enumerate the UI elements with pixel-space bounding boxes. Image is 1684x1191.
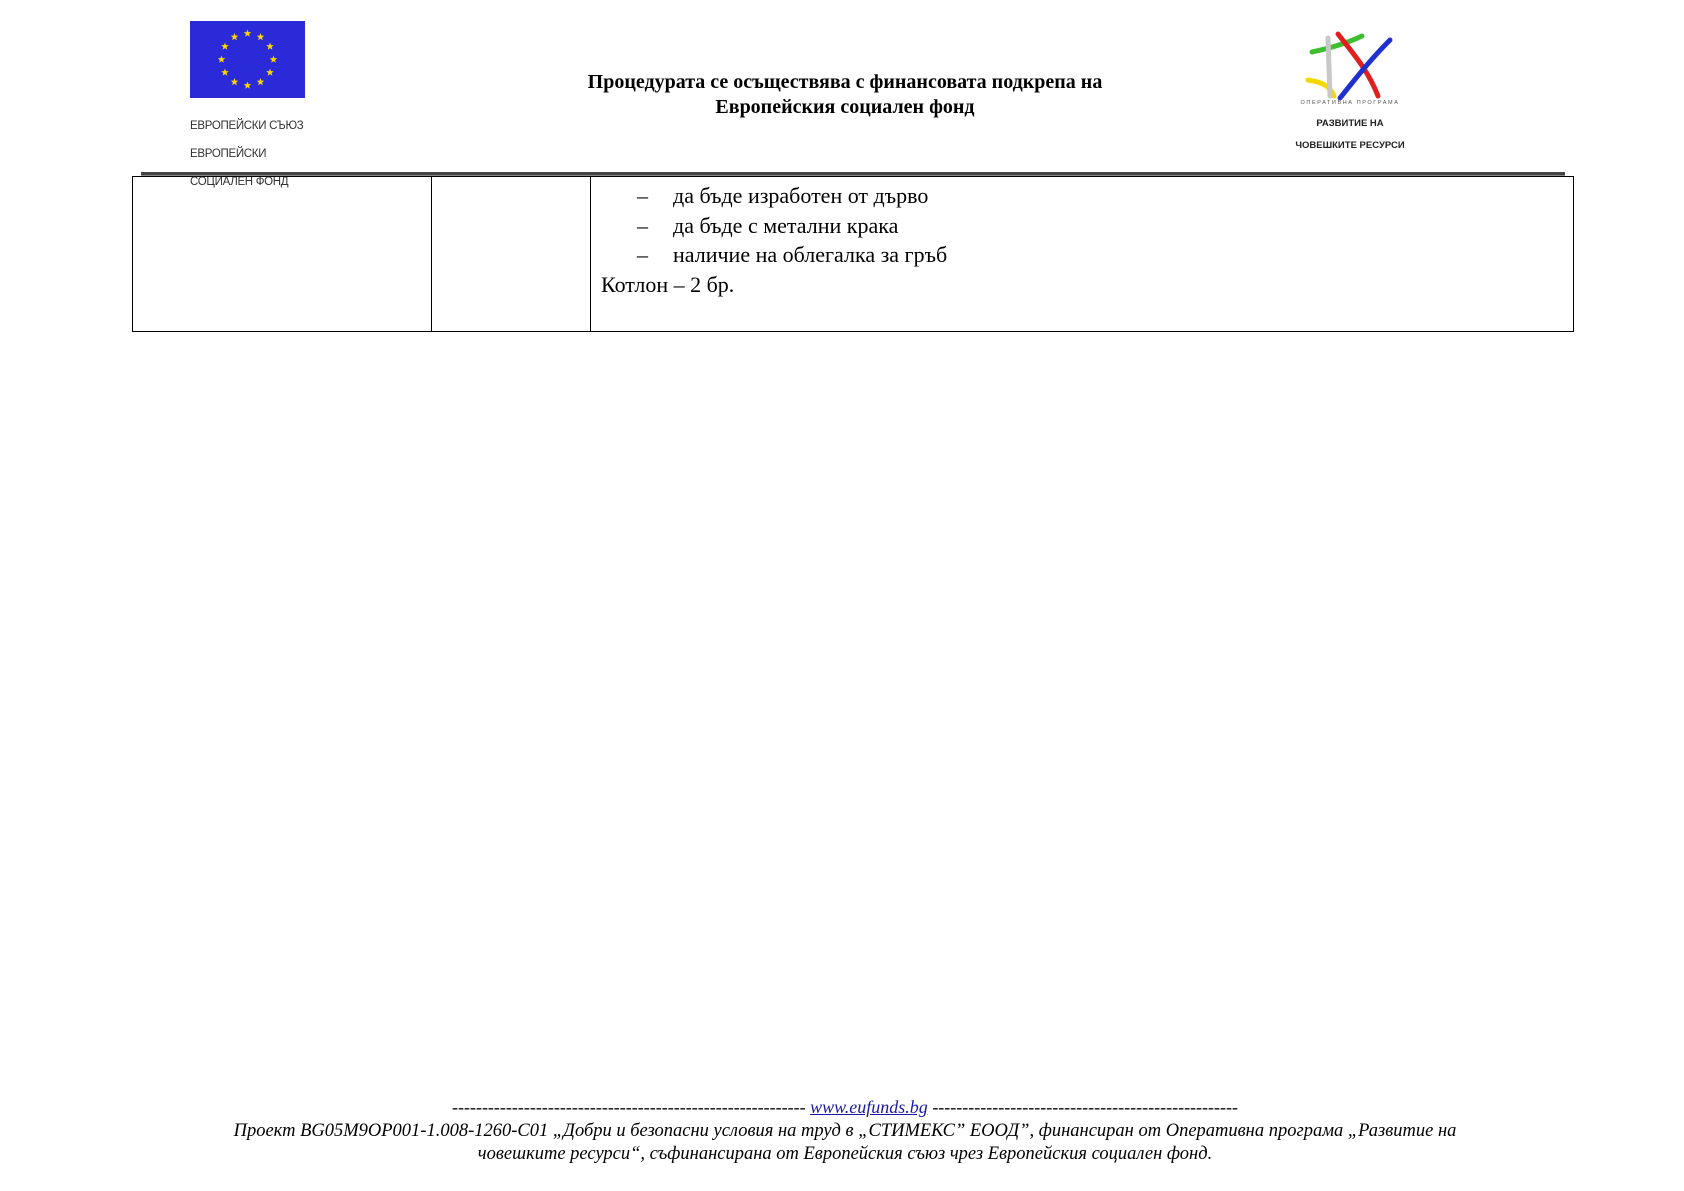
dash-marker: – — [637, 242, 648, 267]
eu-logo-line-1: ЕВРОПЕЙСКИ СЪЮЗ — [190, 120, 304, 132]
operational-program-logo-icon — [1300, 30, 1400, 102]
operational-program-small-text: ОПЕРАТИВНА ПРОГРАМА — [1300, 100, 1400, 106]
operational-program-line-1: РАЗВИТИЕ НА — [1316, 118, 1384, 129]
footer-link-line — [150, 1096, 1540, 1118]
list-item-text: наличие на облегалка за гръб — [673, 242, 948, 267]
list-item — [601, 240, 1563, 270]
eu-logo-line-2: ЕВРОПЕЙСКИ — [190, 148, 267, 160]
table-cell-description — [591, 177, 1574, 332]
eufunds-link[interactable]: www.eufunds.bg — [810, 1097, 928, 1117]
list-item-text: да бъде с метални крака — [673, 212, 899, 238]
operational-program-logo — [1285, 30, 1415, 162]
eu-logo-line-3: СОЦИАЛЕН ФОНД — [190, 176, 289, 188]
operational-program-line-2: ЧОВЕШКИТЕ РЕСУРСИ — [1295, 140, 1405, 151]
header-title — [460, 70, 1230, 120]
header-title-line-1: Процедурата се осъществява с финансовата подкрепа на — [587, 71, 1103, 93]
footer-project-text — [150, 1120, 1540, 1166]
dash-marker: – — [637, 183, 648, 208]
footer-project-line-2: човешките ресурси“, съфинансирана от Европейския съюз чрез Европейския социален фонд. — [477, 1144, 1213, 1164]
requirements-list — [601, 181, 1563, 270]
header-title-line-2: Европейския социален фонд — [715, 96, 975, 118]
table-row — [133, 177, 1574, 332]
list-item — [601, 211, 1563, 241]
list-item-text: да бъде изработен от дърво — [673, 183, 929, 208]
table-cell-2 — [432, 177, 591, 332]
item-quantity-line: Котлон – 2 бр. — [601, 271, 735, 297]
list-item — [601, 181, 1563, 211]
footer-dashes-left: ----------------------------------------------------------- — [451, 1097, 806, 1117]
eu-flag-icon — [190, 21, 305, 98]
operational-program-name — [1285, 107, 1415, 162]
dash-marker: – — [637, 212, 648, 238]
page-footer — [150, 1096, 1540, 1166]
footer-project-line-1: Проект BG05M9OP001-1.008-1260-C01 „Добри и безопасни условия на труд в „СТИМЕКС” ЕООД”, финансиран от Оперативна програма „Развитие на — [233, 1121, 1457, 1141]
specification-table — [132, 176, 1574, 332]
table-cell-1 — [133, 177, 432, 332]
footer-dashes-right: --------------------------------------------------- — [932, 1097, 1239, 1117]
